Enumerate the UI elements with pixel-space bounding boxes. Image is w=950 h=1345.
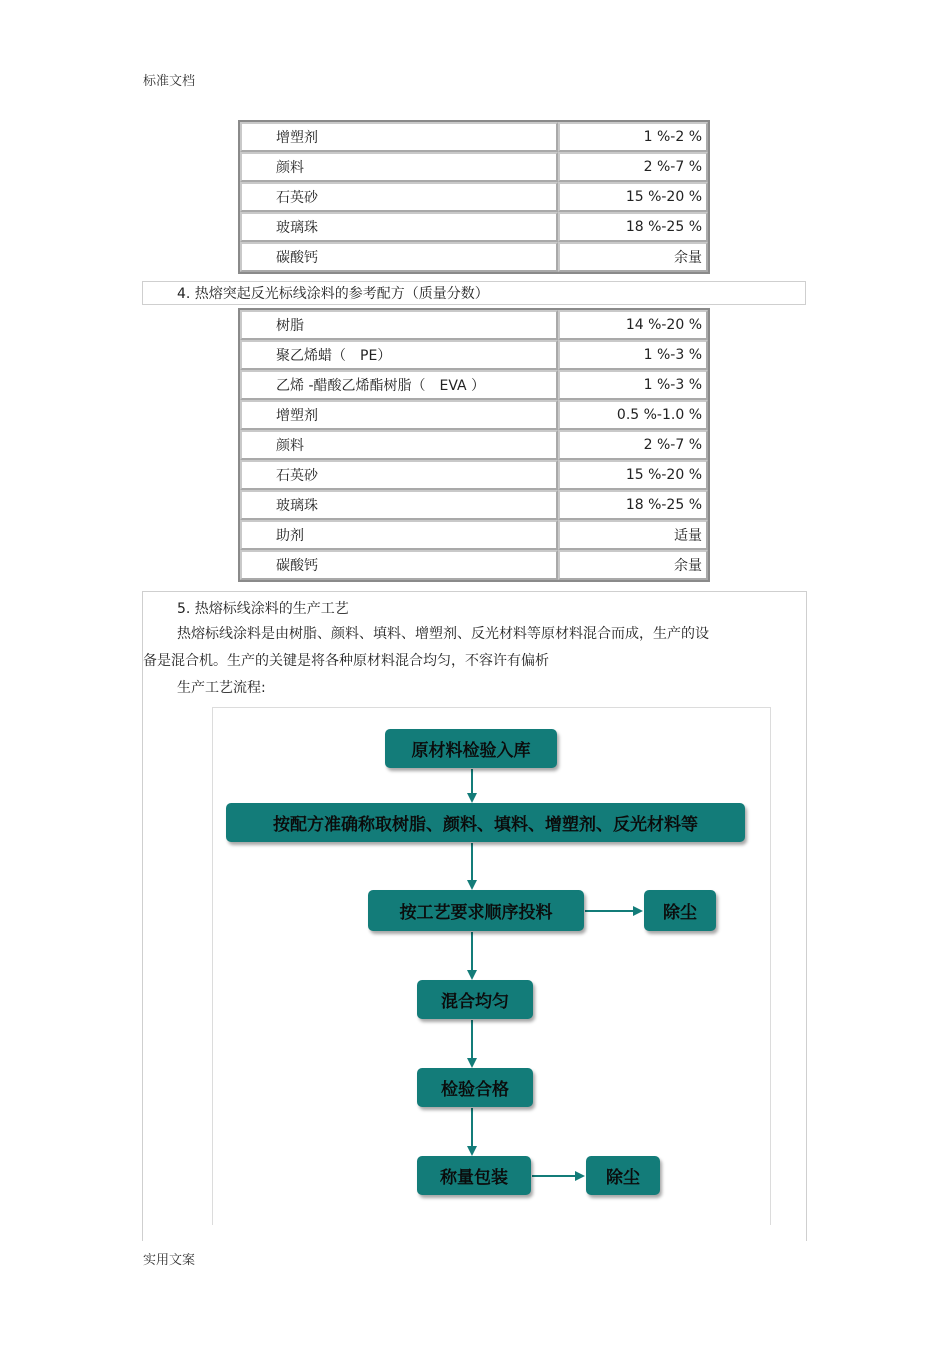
ingredient-name: 树脂 bbox=[240, 310, 558, 340]
ingredient-value: 2 %-7 % bbox=[558, 430, 708, 460]
table-row bbox=[240, 460, 708, 490]
table-row bbox=[240, 490, 708, 520]
flow-node-qualified-inspection: 检验合格 bbox=[417, 1068, 533, 1107]
ingredient-value: 18 %-25 % bbox=[558, 212, 708, 242]
paragraph-line-1: 热熔标线涂料是由树脂、颜料、填料、增塑剂、反光材料等原材料混合而成，生产的设 bbox=[177, 626, 709, 642]
table-row bbox=[240, 370, 708, 400]
table-row bbox=[240, 310, 708, 340]
ingredient-name: 玻璃珠 bbox=[240, 212, 558, 242]
ingredient-name: 聚乙烯蜡（ PE） bbox=[240, 340, 558, 370]
section-5-title: 5. 热熔标线涂料的生产工艺 bbox=[177, 601, 349, 617]
ingredient-name: 颜料 bbox=[240, 152, 558, 182]
ingredient-name: 玻璃珠 bbox=[240, 490, 558, 520]
page-footer: 实用文案 bbox=[143, 1253, 196, 1268]
ingredient-name: 颜料 bbox=[240, 430, 558, 460]
formula-table-1 bbox=[238, 120, 710, 274]
flow-node-weigh-pack: 称量包装 bbox=[417, 1156, 531, 1195]
flow-node-weigh-materials: 按配方准确称取树脂、颜料、填料、增塑剂、反光材料等 bbox=[226, 803, 745, 842]
table-row bbox=[240, 430, 708, 460]
ingredient-value: 1 %-2 % bbox=[558, 122, 708, 152]
paragraph-line-2: 备是混合机。生产的关键是将各种原材料混合均匀，不容许有偏析 bbox=[143, 653, 549, 669]
ingredient-value: 18 %-25 % bbox=[558, 490, 708, 520]
flow-arrows bbox=[213, 708, 772, 1226]
ingredient-value: 1 %-3 % bbox=[558, 370, 708, 400]
page-header: 标准文档 bbox=[143, 74, 196, 89]
ingredient-name: 助剂 bbox=[240, 520, 558, 550]
table-row bbox=[240, 212, 708, 242]
ingredient-value: 2 %-7 % bbox=[558, 152, 708, 182]
ingredient-name: 石英砂 bbox=[240, 460, 558, 490]
ingredient-value: 1 %-3 % bbox=[558, 340, 708, 370]
ingredient-value: 0.5 %-1.0 % bbox=[558, 400, 708, 430]
section-4-heading bbox=[142, 281, 806, 305]
ingredient-value: 15 %-20 % bbox=[558, 182, 708, 212]
table-row bbox=[240, 122, 708, 152]
flow-label: 生产工艺流程: bbox=[177, 680, 266, 696]
table-row bbox=[240, 520, 708, 550]
table-row bbox=[240, 152, 708, 182]
table-row bbox=[240, 182, 708, 212]
flow-node-inspection-storage: 原材料检验入库 bbox=[385, 729, 557, 768]
formula-table-2 bbox=[238, 308, 710, 582]
table-row bbox=[240, 340, 708, 370]
table-row bbox=[240, 400, 708, 430]
ingredient-value: 15 %-20 % bbox=[558, 460, 708, 490]
flow-node-feed-in-order: 按工艺要求顺序投料 bbox=[368, 890, 584, 931]
ingredient-value: 适量 bbox=[558, 520, 708, 550]
process-flowchart bbox=[212, 707, 771, 1225]
ingredient-value: 余量 bbox=[558, 242, 708, 272]
table-row bbox=[240, 242, 708, 272]
flow-node-dust-removal-2: 除尘 bbox=[586, 1156, 660, 1195]
flow-node-mix-evenly: 混合均匀 bbox=[417, 980, 533, 1019]
ingredient-name: 增塑剂 bbox=[240, 400, 558, 430]
ingredient-name: 石英砂 bbox=[240, 182, 558, 212]
ingredient-name: 增塑剂 bbox=[240, 122, 558, 152]
section-4-title: 4. 热熔突起反光标线涂料的参考配方（质量分数） bbox=[177, 286, 489, 302]
table-row bbox=[240, 550, 708, 580]
flow-node-dust-removal-1: 除尘 bbox=[644, 890, 716, 931]
ingredient-value: 余量 bbox=[558, 550, 708, 580]
ingredient-value: 14 %-20 % bbox=[558, 310, 708, 340]
ingredient-name: 碳酸钙 bbox=[240, 242, 558, 272]
ingredient-name: 碳酸钙 bbox=[240, 550, 558, 580]
ingredient-name: 乙烯 -醋酸乙烯酯树脂（ EVA ） bbox=[240, 370, 558, 400]
